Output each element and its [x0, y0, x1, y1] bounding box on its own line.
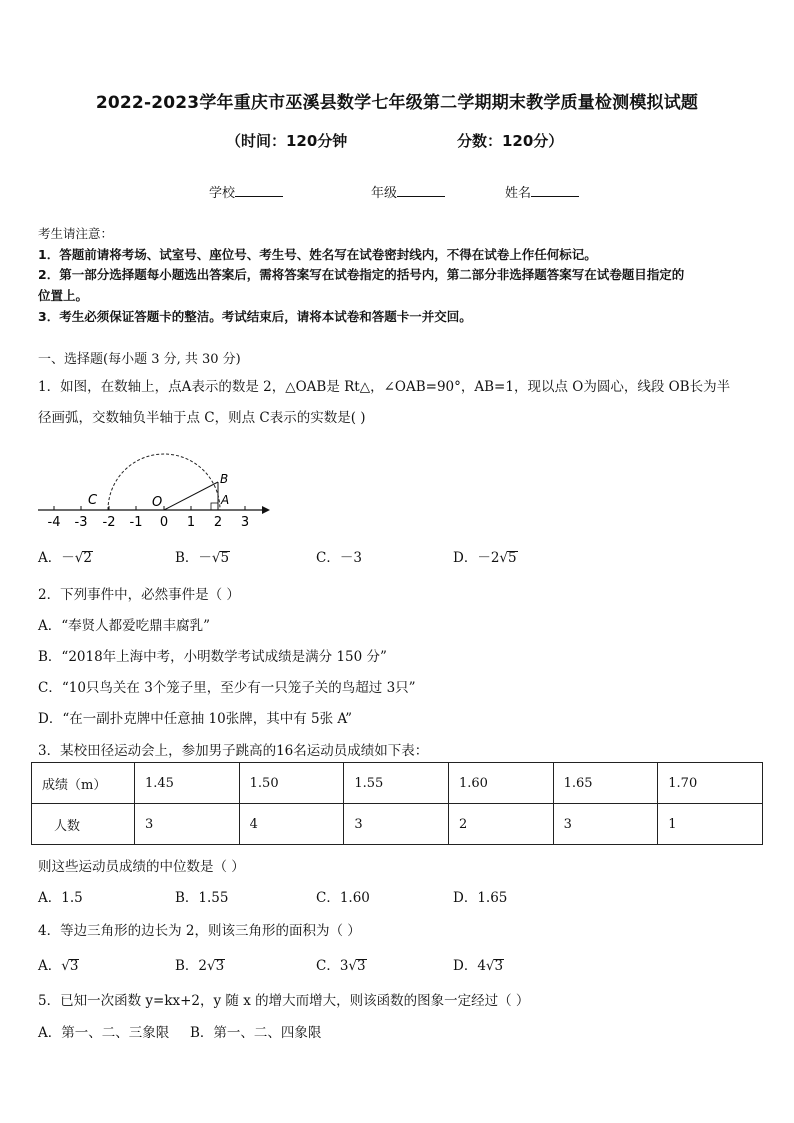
- label-o: O: [152, 495, 163, 510]
- label-a: A: [221, 493, 230, 507]
- q3-option-a[interactable]: A．1.5: [38, 890, 83, 906]
- table-cell: 1.70: [658, 763, 763, 804]
- notice-item-1: 1．答题前请将考场、试室号、座位号、考生号、姓名写在试卷密封线内，不得在试卷上作任何标记。: [38, 247, 597, 262]
- q4-option-b-prefix: B．2: [175, 958, 208, 974]
- tick-label: -4: [47, 515, 61, 530]
- q1-option-d-radicand: 5: [508, 550, 517, 566]
- name-blank: [531, 184, 579, 197]
- notice-item-2: 2．第一部分选择题每小题选出答案后，需将答案写在试卷指定的括号内，第二部分非选择题答案写在试卷题目指定的: [38, 267, 685, 282]
- tick-labels: [48, 515, 250, 530]
- school-field: [209, 182, 283, 201]
- sqrt-icon: √: [207, 958, 216, 974]
- table-cell: 2: [448, 804, 553, 845]
- q1-option-a-radicand: 2: [83, 550, 92, 566]
- table-cell: 3: [553, 804, 658, 845]
- q2-option-c[interactable]: C．“10只鸟关在 3个笼子里，至少有一只笼子关的鸟超过 3只”: [38, 680, 416, 696]
- q4-option-b-radicand: 3: [215, 958, 225, 974]
- q1-option-a[interactable]: [38, 546, 93, 566]
- table-row: [32, 804, 763, 845]
- q1-option-b-radicand: 5: [220, 550, 230, 566]
- q4-option-c-prefix: C．3: [316, 958, 349, 974]
- q1-option-a-prefix: A．－: [38, 550, 75, 566]
- q1-stem-line2: 径画弧，交数轴负半轴于点 C，则点 C表示的实数是( ): [38, 410, 366, 426]
- sqrt-icon: √: [211, 550, 221, 566]
- q3-stem: 3．某校田径运动会上，参加男子跳高的16名运动员成绩如下表：: [38, 743, 429, 759]
- q5-stem: 5．已知一次函数 y=kx+2，y 随 x 的增大而增大，则该函数的图象一定经过（ ）: [38, 993, 530, 1009]
- q3-question: 则这些运动员成绩的中位数是（ ）: [38, 859, 245, 875]
- q1-option-c[interactable]: C．－3: [316, 550, 362, 566]
- q4-option-c-radicand: 3: [357, 958, 366, 974]
- label-c: C: [88, 493, 98, 508]
- table-cell: 1.60: [448, 763, 553, 804]
- q1-stem-line1: 1．如图，在数轴上，点A表示的数是 2，△OAB是 Rt△，∠OAB=90°，AB=1，现以点 O为圆心，线段 OB长为半: [38, 379, 731, 395]
- q4-option-d-radicand: 3: [494, 958, 504, 974]
- q4-option-d-prefix: D．4: [453, 958, 486, 974]
- grade-label: 年级: [371, 186, 398, 201]
- tick-label: -2: [102, 515, 116, 530]
- right-angle-mark: [211, 503, 218, 510]
- tick-label: 0: [159, 515, 169, 530]
- number-line-figure: [30, 440, 280, 535]
- tick-label: 2: [213, 515, 223, 530]
- q1-option-d[interactable]: [453, 546, 518, 566]
- table-row: [32, 763, 763, 804]
- q2-option-a[interactable]: A．“奉贤人都爱吃鼎丰腐乳”: [38, 618, 211, 634]
- notice-item-3: 3．考生必须保证答题卡的整洁。考试结束后，请将本试卷和答题卡一并交回。: [38, 309, 472, 324]
- table-cell: 人数: [32, 804, 135, 845]
- name-field: [505, 182, 579, 201]
- q4-option-b[interactable]: [175, 954, 225, 974]
- axis-arrow: [262, 506, 270, 514]
- table-cell: 3: [135, 804, 240, 845]
- notice-heading: 考生请注意：: [38, 226, 114, 241]
- exam-time: （时间：120分钟: [226, 132, 348, 150]
- q4-option-a-radicand: 3: [69, 958, 79, 974]
- grade-field: [371, 182, 445, 201]
- q5-option-b[interactable]: B．第一、二、四象限: [190, 1025, 322, 1041]
- name-label: 姓名: [505, 186, 532, 201]
- exam-score: 分数：120分）: [457, 132, 564, 150]
- table-cell: 1: [658, 804, 763, 845]
- sqrt-icon: √: [485, 958, 495, 974]
- tick-label: -3: [74, 515, 88, 530]
- q4-option-a-prefix: A．: [38, 958, 62, 974]
- table-cell: 3: [344, 804, 449, 845]
- tick-label: -1: [129, 515, 143, 530]
- q4-option-a[interactable]: [38, 954, 79, 974]
- q4-stem: 4．等边三角形的边长为 2，则该三角形的面积为（ ）: [38, 923, 361, 939]
- sqrt-icon: √: [348, 958, 358, 974]
- tick-marks: [54, 506, 245, 510]
- q4-option-d[interactable]: [453, 954, 504, 974]
- school-label: 学校: [209, 186, 236, 201]
- notice-item-2-cont: 位置上。: [38, 288, 89, 303]
- tick-label: 3: [240, 515, 250, 530]
- sqrt-icon: √: [499, 550, 509, 566]
- q4-option-c[interactable]: [316, 954, 367, 974]
- dashed-arc: [108, 454, 220, 510]
- table-cell: 4: [239, 804, 344, 845]
- scores-table: [31, 762, 763, 845]
- q1-option-d-prefix: D．－2: [453, 550, 500, 566]
- table-cell: 1.45: [135, 763, 240, 804]
- sqrt-icon: √: [61, 958, 70, 974]
- tick-label: 1: [186, 515, 196, 530]
- table-cell: 成绩（m）: [32, 763, 135, 804]
- page-title: 2022-2023学年重庆市巫溪县数学七年级第二学期期末教学质量检测模拟试题: [95, 93, 699, 113]
- table-cell: 1.65: [553, 763, 658, 804]
- q2-stem: 2．下列事件中，必然事件是（ ）: [38, 587, 240, 603]
- q3-option-c[interactable]: C．1.60: [316, 890, 370, 906]
- q3-option-d[interactable]: D．1.65: [453, 890, 508, 906]
- q1-option-b-prefix: B．－: [175, 550, 212, 566]
- grade-blank: [397, 184, 445, 197]
- school-blank: [235, 184, 283, 197]
- table-cell: 1.50: [239, 763, 344, 804]
- q1-option-b[interactable]: [175, 546, 230, 566]
- q2-option-b[interactable]: B．“2018年上海中考，小明数学考试成绩是满分 150 分”: [38, 649, 387, 665]
- q3-option-b[interactable]: B．1.55: [175, 890, 229, 906]
- segment-ob: [164, 482, 218, 510]
- sqrt-icon: √: [74, 550, 84, 566]
- q5-option-a[interactable]: A．第一、二、三象限: [38, 1025, 170, 1041]
- table-cell: 1.55: [344, 763, 449, 804]
- q2-option-d[interactable]: D．“在一副扑克牌中任意抽 10张牌，其中有 5张 A”: [38, 711, 353, 727]
- section-heading: 一、选择题(每小题 3 分, 共 30 分): [38, 352, 241, 367]
- label-b: B: [220, 472, 229, 486]
